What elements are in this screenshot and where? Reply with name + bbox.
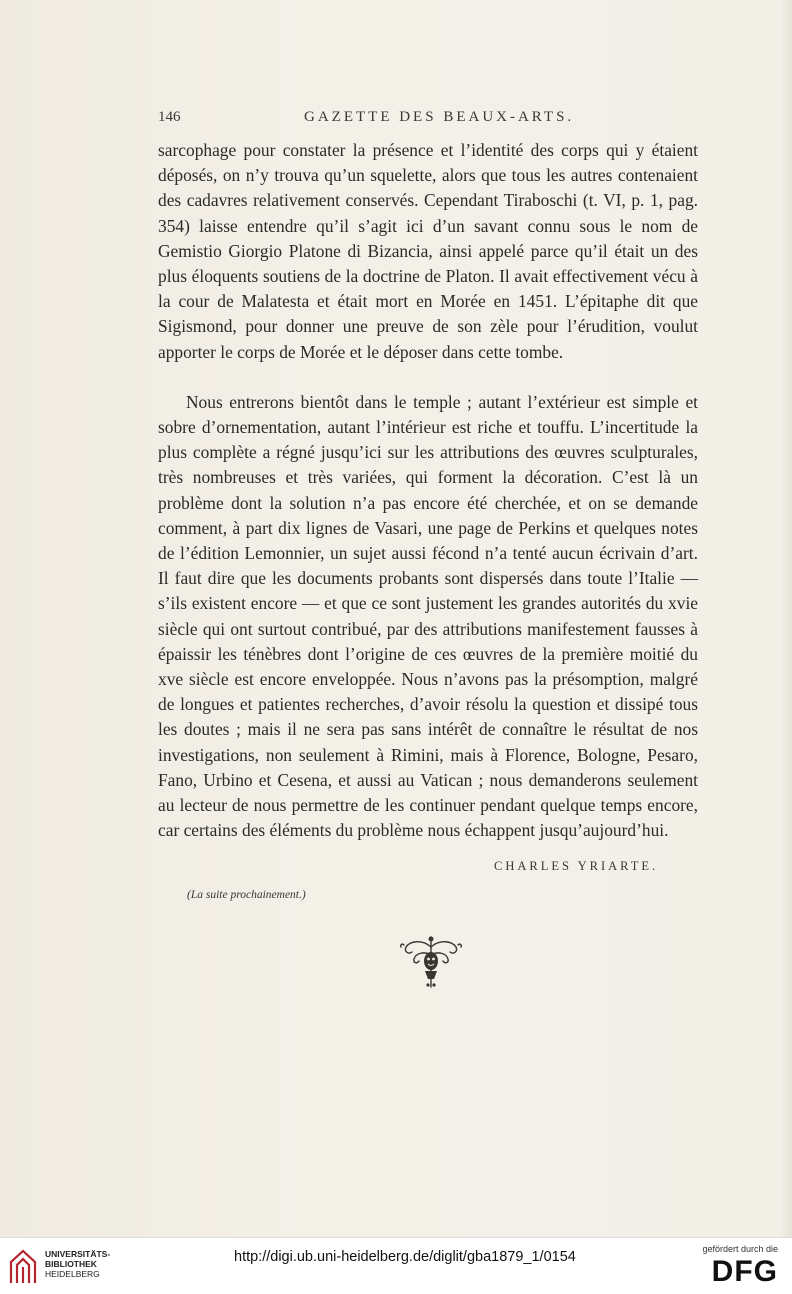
dfg-logo: DFG — [711, 1255, 778, 1288]
fleuron-ornament-icon — [398, 933, 464, 991]
page-edge-shadow — [780, 0, 792, 1237]
institution-name — [45, 1249, 110, 1279]
page-number: 146 — [158, 109, 181, 125]
institution-line-1: UNIVERSITÄTS- — [45, 1249, 111, 1259]
funded-by-label: gefördert durch die — [702, 1244, 778, 1254]
university-library-logo-icon — [8, 1248, 38, 1286]
continued-note: (La suite prochainement.) — [187, 889, 306, 901]
journal-title: GAZETTE DES BEAUX-ARTS. — [304, 109, 575, 125]
institution-line-2: BIBLIOTHEK — [45, 1259, 97, 1269]
paragraph-1: sarcophage pour constater la présence et l’identité des corps qui y étaient déposés, on n’y trouva qu’un squelette, alors que tous les autres contenaient des cadavres relativement conservés. Cependant Tiraboschi (t. VI, p. 1, pag. 354) laisse entendre qu’il s’agit ici d’un savant connu sous le nom de Gemistio Giorgio Platone di Bizancia, ainsi appelé parce qu’il était un des plus éloquents soutiens de la doctrine de Platon. Il avait effectivement vécu à la cour de Malatesta et était mort en Morée en 1451. L’épitaphe dit que Sigismond, pour donner une preuve de son zèle pour l’érudition, voulut apporter le corps de Morée et le déposer dans cette tombe. — [158, 140, 698, 362]
running-head — [158, 109, 698, 131]
author-signature: CHARLES YRIARTE. — [494, 859, 659, 873]
institution-line-3: HEIDELBERG — [45, 1269, 100, 1279]
paragraph-2: Nous entrerons bientôt dans le temple ; autant l’extérieur est simple et sobre d’ornementation, autant l’intérieur est riche et touffu. L’incertitude la plus complète a régné jusqu’ici sur les attributions des œuvres sculpturales, très nombreuses et très variées, qui forment la décoration. C’est là un problème dont la solution n’a pas encore été cherchée, et on se demande comment, à part dix lignes de Vasari, une page de Perkins et quelques notes de l’édition Lemonnier, un sujet aussi fécond n’a tenté aucun écrivain d’art. Il faut dire que les documents probants sont dispersés dans toute l’Italie — s’ils existent encore — et que ce sont justement les grandes autorités du xvie siècle qui ont surtout contribué, par des attributions manifestement fausses à épaissir les ténèbres dont l’origine de ces œuvres de la première moitié du xve siècle est encore enveloppée. Nous n’avons pas la présomption, malgré de longues et patientes recherches, d’avoir résolu la question et dissipé tous les doutes ; mais il ne sera pas sans intérêt de connaître le résultat de nos investigations, non seulement à Rimini, mais à Florence, Bologne, Pesaro, Fano, Urbino et Cesena, et aussi au Vatican ; nous demanderons seulement au lecteur de nous permettre de les continuer pendant quelque temps encore, car certains des éléments du problème nous échappent jusqu’aujourd’hui. — [158, 391, 698, 841]
permalink-url[interactable]: http://digi.ub.uni-heidelberg.de/diglit/gba1879_1/0154 — [234, 1249, 576, 1265]
digitization-footer — [0, 1237, 792, 1294]
article-body — [158, 138, 698, 843]
